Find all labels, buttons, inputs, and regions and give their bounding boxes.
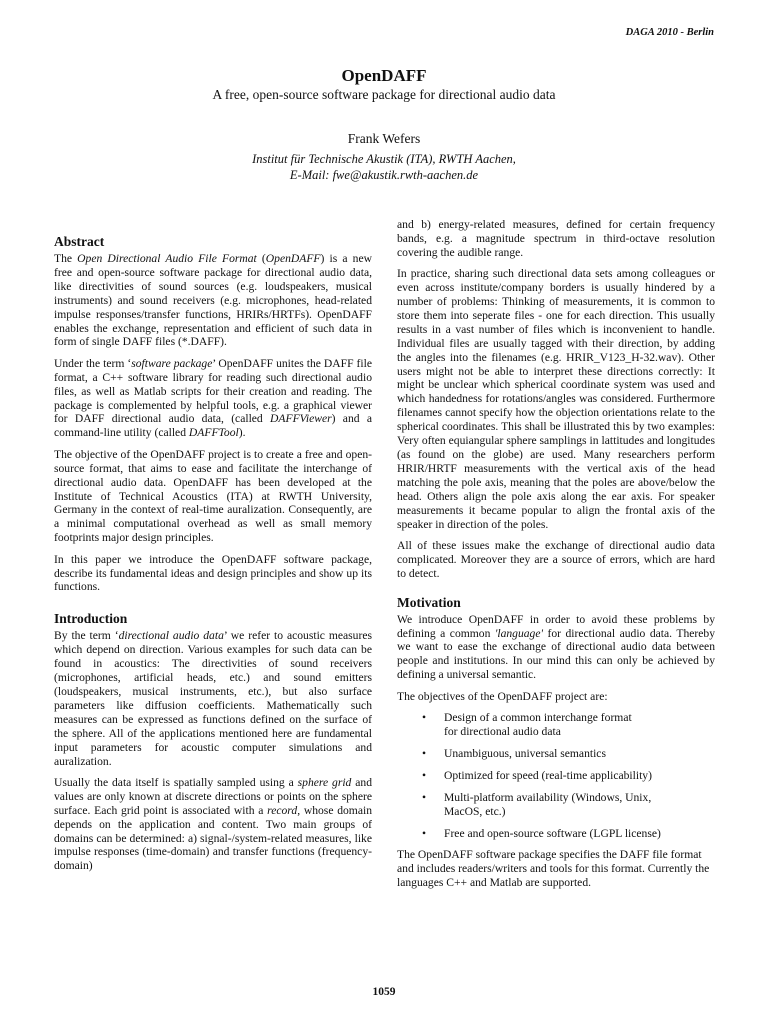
author-name: Frank Wefers: [347, 131, 421, 146]
author-email: E-Mail: fwe@akustik.rwth-aachen.de: [289, 168, 479, 182]
motivation-heading: Motivation: [397, 594, 461, 610]
list-item: • Design of a common interchange format for directional audio data: [422, 711, 632, 738]
bullet-icon: •: [422, 790, 427, 804]
bullet-icon: •: [422, 768, 427, 782]
bullet-icon: •: [422, 711, 427, 725]
page-number: 1059: [372, 986, 396, 998]
paper-subtitle: A free, open-source software package for directional audio data: [212, 87, 556, 102]
left-column: [54, 233, 372, 881]
right-column: [397, 218, 715, 898]
issues-paragraph: All of these issues make the exchange of directional audio data complicated. Moreover they are a source of errors, which are hard to detect.: [397, 538, 715, 580]
abstract-heading: Abstract: [54, 234, 105, 249]
motivation-paragraph-2: The objectives of the OpenDAFF project are:: [397, 689, 608, 703]
list-item: • Multi-platform availability (Windows, Unix, MacOS, etc.): [422, 790, 652, 818]
continuation-paragraph: and b) energy-related measures, defined for certain frequency bands, e.g. a magnitude spectrum in third-octave resolution covering the audible range.: [397, 218, 715, 259]
conference-header: DAGA 2010 - Berlin: [625, 27, 714, 38]
list-item: • Optimized for speed (real-time applicability): [422, 768, 652, 782]
introduction-paragraph-1: By the term ‘directional audio data’ we refer to acoustic measures which depend on direction. Various examples for such data can be found in acoustics: The directivities of sound receivers (microphones, artificial heads, etc.) and sound emitters (loudspeakers, musical instruments, etc.), but also surface parameters like diffusion coefficients. Mathematically such measures can be expressed as functions defined on the surface of the sphere. All of the applications mentioned here are fundamental input parameters for acoustic computer simulations and auralization.: [54, 629, 373, 768]
abstract-paragraph-4: In this paper we introduce the OpenDAFF software package, describe its fundamental ideas and design principles and show up its functions.: [54, 552, 372, 594]
motivation-paragraph-3: The OpenDAFF software package specifies the DAFF file format and includes readers/writers and tools for this format. Currently the languages C++ and Matlab are supported.: [397, 848, 710, 890]
title-block: [0, 66, 768, 183]
motivation-paragraph-1: We introduce OpenDAFF in order to avoid these problems by defining a common 'language' for directional audio data. Thereby we want to ease the exchange of directional audio data between people and institutions. In our mind this can only be achieved by defining a universal semantic.: [397, 612, 715, 682]
list-item: • Free and open-source software (LGPL license): [422, 826, 661, 840]
list-item: • Unambiguous, universal semantics: [422, 746, 606, 760]
bullet-icon: •: [422, 826, 427, 840]
introduction-heading: Introduction: [54, 611, 128, 627]
abstract-paragraph-1: The Open Directional Audio File Format (OpenDAFF) is a new free and open-source software package for directional audio data, like directivities of sound sources (e.g. loudspeakers, musical instruments) and sound receivers (e.g. microphones, head-related impulse responses/transfer functions, HRIRs/HRTFs). OpenDAFF enables the exchange, representation and efficient of such data in form of single DAFF files (*.DAFF).: [54, 252, 372, 349]
abstract-paragraph-3: The objective of the OpenDAFF project is to create a free and open-source format, that aims to ease and facilitate the interchange of directional audio data. OpenDAFF has been developed at the Institute of Technical Acoustics (ITA) at RWTH University, Germany in the context of real-time auralization. Consequently, are a minimal computational overhead as well as small memory footprints major design principles.: [54, 447, 372, 545]
affiliation: Institut für Technische Akustik (ITA), RWTH Aachen,: [252, 152, 516, 166]
practice-paragraph: In practice, sharing such directional data sets among colleagues or even across institute/company borders is usually hindered by a number of problems: Thinking of measurements, it is common to store them into seperate files - one for each direction. This usually results in a vast number of files which is inconvenient to handle. Individual files are usually tagged with their direction, by adding the angles into the filenames (e.g. HRIR_V123_H-32.wav). Other users might not be able to interpret these directions correctly: It might be unclear which spherical coordinate system was used and which handedness for rotations/angles was considered. Furthermore filenames cannot specify how the objection orientations relate to the spherical coordinates. This shall be illustrated this by two examples: Very often equiangular sphere samplings in lattitudes and longitudes (as found on the globe) are used. Many researchers perform HRIR/HRTF measurements with the vertical axis of the head matching the pole axis, meaning that the poles are above/below the head. Others align the pole axis along the ear axis. For speaker measurements it became popular to align the frontal axis of the speaker in direction of the poles.: [397, 267, 715, 531]
objectives-list: [397, 711, 715, 840]
bullet-icon: •: [422, 746, 427, 760]
abstract-paragraph-2: Under the term ‘software package’ OpenDAFF unites the DAFF file format, a C++ software library for reading such directional audio files, as well as Matlab scripts for their creation and reading. The package is complemented by helpful tools, e.g. a graphical viewer for DAFF directional audio data, (called DAFFViewer) and a command-line utility (called DAFFTool).: [54, 356, 372, 440]
paper-title: OpenDAFF: [341, 66, 427, 85]
introduction-paragraph-2: Usually the data itself is spatially sampled using a sphere grid and values are only known at discrete directions or points on the sphere surface. Each grid point is associated with a record, whose domain depends on the application and content. Two main groups of domains can be determined: a) signal-/system-related measures, like impulse responses (time-domain) and transfer functions (frequency-domain): [54, 775, 372, 873]
